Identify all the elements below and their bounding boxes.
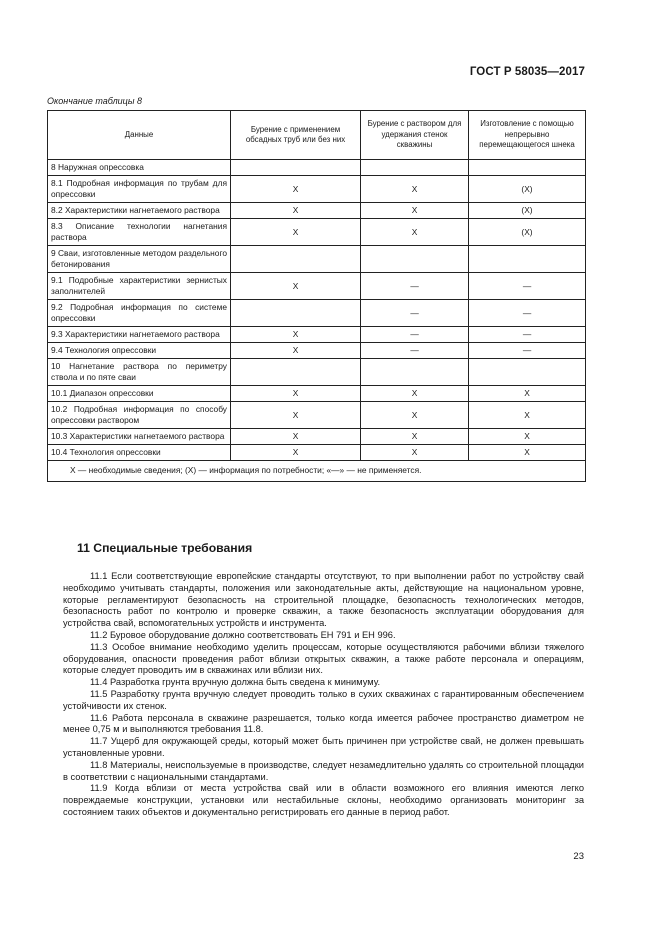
row-cell-c2: X — [361, 386, 469, 402]
paragraph: 11.3 Особое внимание необходимо уделить процессам, которые осуществляются рабочими вблизи тяжелого оборудования, опасности проведения работ вблизи открытых скважин, а также работе персонала и операциям, которые следует проводить им в скважинах или вблизи них. — [63, 641, 584, 676]
column-header: Бурение с раствором для удержания стенок скважины — [361, 111, 469, 160]
page-number: 23 — [573, 851, 584, 862]
row-cell-c3: — — [469, 327, 586, 343]
table-row — [48, 386, 586, 402]
row-cell-c3: (X) — [469, 219, 586, 246]
table-row — [48, 273, 586, 300]
paragraph: 11.6 Работа персонала в скважине разрешается, только когда имеется рабочее пространство диаметром не менее 0,75 м и выполняются требования 11.8. — [63, 712, 584, 735]
paragraph: 11.5 Разработку грунта вручную следует проводить только в сухих скважинах с гарантированным обеспечением устойчивости их стенок. — [63, 688, 584, 711]
row-cell-c2: X — [361, 402, 469, 429]
table-row — [48, 176, 586, 203]
row-cell-c2: X — [361, 429, 469, 445]
row-label: 10 Нагнетание раствора по периметру ствола и по пяте сваи — [48, 359, 231, 386]
table-row — [48, 429, 586, 445]
row-cell-c2 — [361, 246, 469, 273]
column-header: Бурение с применением обсадных труб или без них — [231, 111, 361, 160]
row-cell-c3: — — [469, 300, 586, 327]
row-cell-c3: — — [469, 343, 586, 359]
table-row — [48, 246, 586, 273]
row-cell-c1: X — [231, 429, 361, 445]
row-cell-c1 — [231, 246, 361, 273]
row-cell-c1 — [231, 160, 361, 176]
row-cell-c1: X — [231, 402, 361, 429]
row-label: 8.1 Подробная информация по трубам для опрессовки — [48, 176, 231, 203]
table-body — [48, 160, 586, 482]
table-row — [48, 203, 586, 219]
paragraph: 11.1 Если соответствующие европейские стандарты отсутствуют, то при выполнении работ по устройству свай необходимо учитывать стандарты, положения или законодательные акты, действующие на национальном уровне, которые регламентируют безопасность на строительной площадке, безопасность технологических методов, безопасность работ по контролю и проверке скважин, а также безопасность эксплуатации оборудования для устройства свай, вспомогательных устройств и инструмента. — [63, 571, 584, 629]
table-header-row — [48, 111, 586, 160]
row-cell-c1: X — [231, 273, 361, 300]
table-note-row — [48, 461, 586, 482]
row-cell-c3: (X) — [469, 203, 586, 219]
row-cell-c2: — — [361, 327, 469, 343]
row-label: 9.1 Подробные характеристики зернистых заполнителей — [48, 273, 231, 300]
row-cell-c2: X — [361, 219, 469, 246]
row-cell-c2: X — [361, 176, 469, 203]
row-label: 8 Наружная опрессовка — [48, 160, 231, 176]
row-label: 10.3 Характеристики нагнетаемого раствора — [48, 429, 231, 445]
table-row — [48, 359, 586, 386]
paragraph: 11.4 Разработка грунта вручную должна быть сведена к минимуму. — [90, 677, 381, 688]
table-row — [48, 445, 586, 461]
row-label: 10.2 Подробная информация по способу опрессовки раствором — [48, 402, 231, 429]
table-row — [48, 160, 586, 176]
row-cell-c3: X — [469, 429, 586, 445]
row-cell-c2: X — [361, 203, 469, 219]
row-cell-c3 — [469, 160, 586, 176]
row-cell-c3: X — [469, 386, 586, 402]
paragraph: 11.8 Материалы, неиспользуемые в производстве, следует незамедлительно удалять со строительной площадки в соответствии с национальными стандартами. — [63, 759, 584, 782]
row-cell-c1: X — [231, 219, 361, 246]
row-cell-c1: X — [231, 343, 361, 359]
table-row — [48, 402, 586, 429]
row-cell-c2: — — [361, 273, 469, 300]
row-label: 9.4 Технология опрессовки — [48, 343, 231, 359]
row-cell-c3 — [469, 359, 586, 386]
row-label: 9.3 Характеристики нагнетаемого раствора — [48, 327, 231, 343]
row-cell-c1 — [231, 300, 361, 327]
table-row — [48, 327, 586, 343]
row-label: 8.2 Характеристики нагнетаемого раствора — [48, 203, 231, 219]
table-row — [48, 300, 586, 327]
row-cell-c2 — [361, 160, 469, 176]
column-header: Данные — [48, 111, 231, 160]
table-row — [48, 219, 586, 246]
row-cell-c1: X — [231, 203, 361, 219]
paragraph: 11.7 Ущерб для окружающей среды, который может быть причинен при устройстве свай, не должен превышать установленные уровни. — [63, 736, 584, 758]
row-cell-c1: X — [231, 176, 361, 203]
table-caption: Окончание таблицы 8 — [47, 96, 142, 106]
row-label: 9.2 Подробная информация по системе опрессовки — [48, 300, 231, 327]
document-code: ГОСТ Р 58035—2017 — [469, 66, 585, 78]
row-cell-c3 — [469, 246, 586, 273]
row-cell-c2 — [361, 359, 469, 386]
row-label: 8.3 Описание технологии нагнетания раствора — [48, 219, 231, 246]
paragraph: 11.2 Буровое оборудование должно соответствовать ЕН 791 и ЕН 996. — [90, 629, 396, 640]
column-header: Изготовление с помощью непрерывно перемещающегося шнека — [469, 111, 586, 160]
row-cell-c2: X — [361, 445, 469, 461]
row-cell-c2: — — [361, 343, 469, 359]
paragraph: 11.9 Когда вблизи от места устройства свай или в области возможного его влияния имеются легко повреждаемые конструкции, установки или нестабильные склоны, необходимо организовать мониторинг за состоянием таких объектов и документально регистрировать его данные в период работ. — [63, 783, 584, 817]
row-cell-c1: X — [231, 445, 361, 461]
section-heading: 11 Специальные требования — [77, 541, 253, 555]
row-label: 10.1 Диапазон опрессовки — [48, 386, 231, 402]
row-cell-c3: X — [469, 445, 586, 461]
row-label: 10.4 Технология опрессовки — [48, 445, 231, 461]
row-cell-c3: — — [469, 273, 586, 300]
section-body — [63, 571, 584, 819]
row-cell-c3: X — [469, 402, 586, 429]
row-cell-c1: X — [231, 327, 361, 343]
row-cell-c2: — — [361, 300, 469, 327]
requirements-table — [47, 110, 586, 482]
table-row — [48, 343, 586, 359]
table-note: X — необходимые сведения; (X) — информация по потребности; «—» — не применяется. — [48, 461, 586, 482]
row-cell-c3: (X) — [469, 176, 586, 203]
row-label: 9 Сваи, изготовленные методом раздельного бетонирования — [48, 246, 231, 273]
row-cell-c1: X — [231, 386, 361, 402]
row-cell-c1 — [231, 359, 361, 386]
